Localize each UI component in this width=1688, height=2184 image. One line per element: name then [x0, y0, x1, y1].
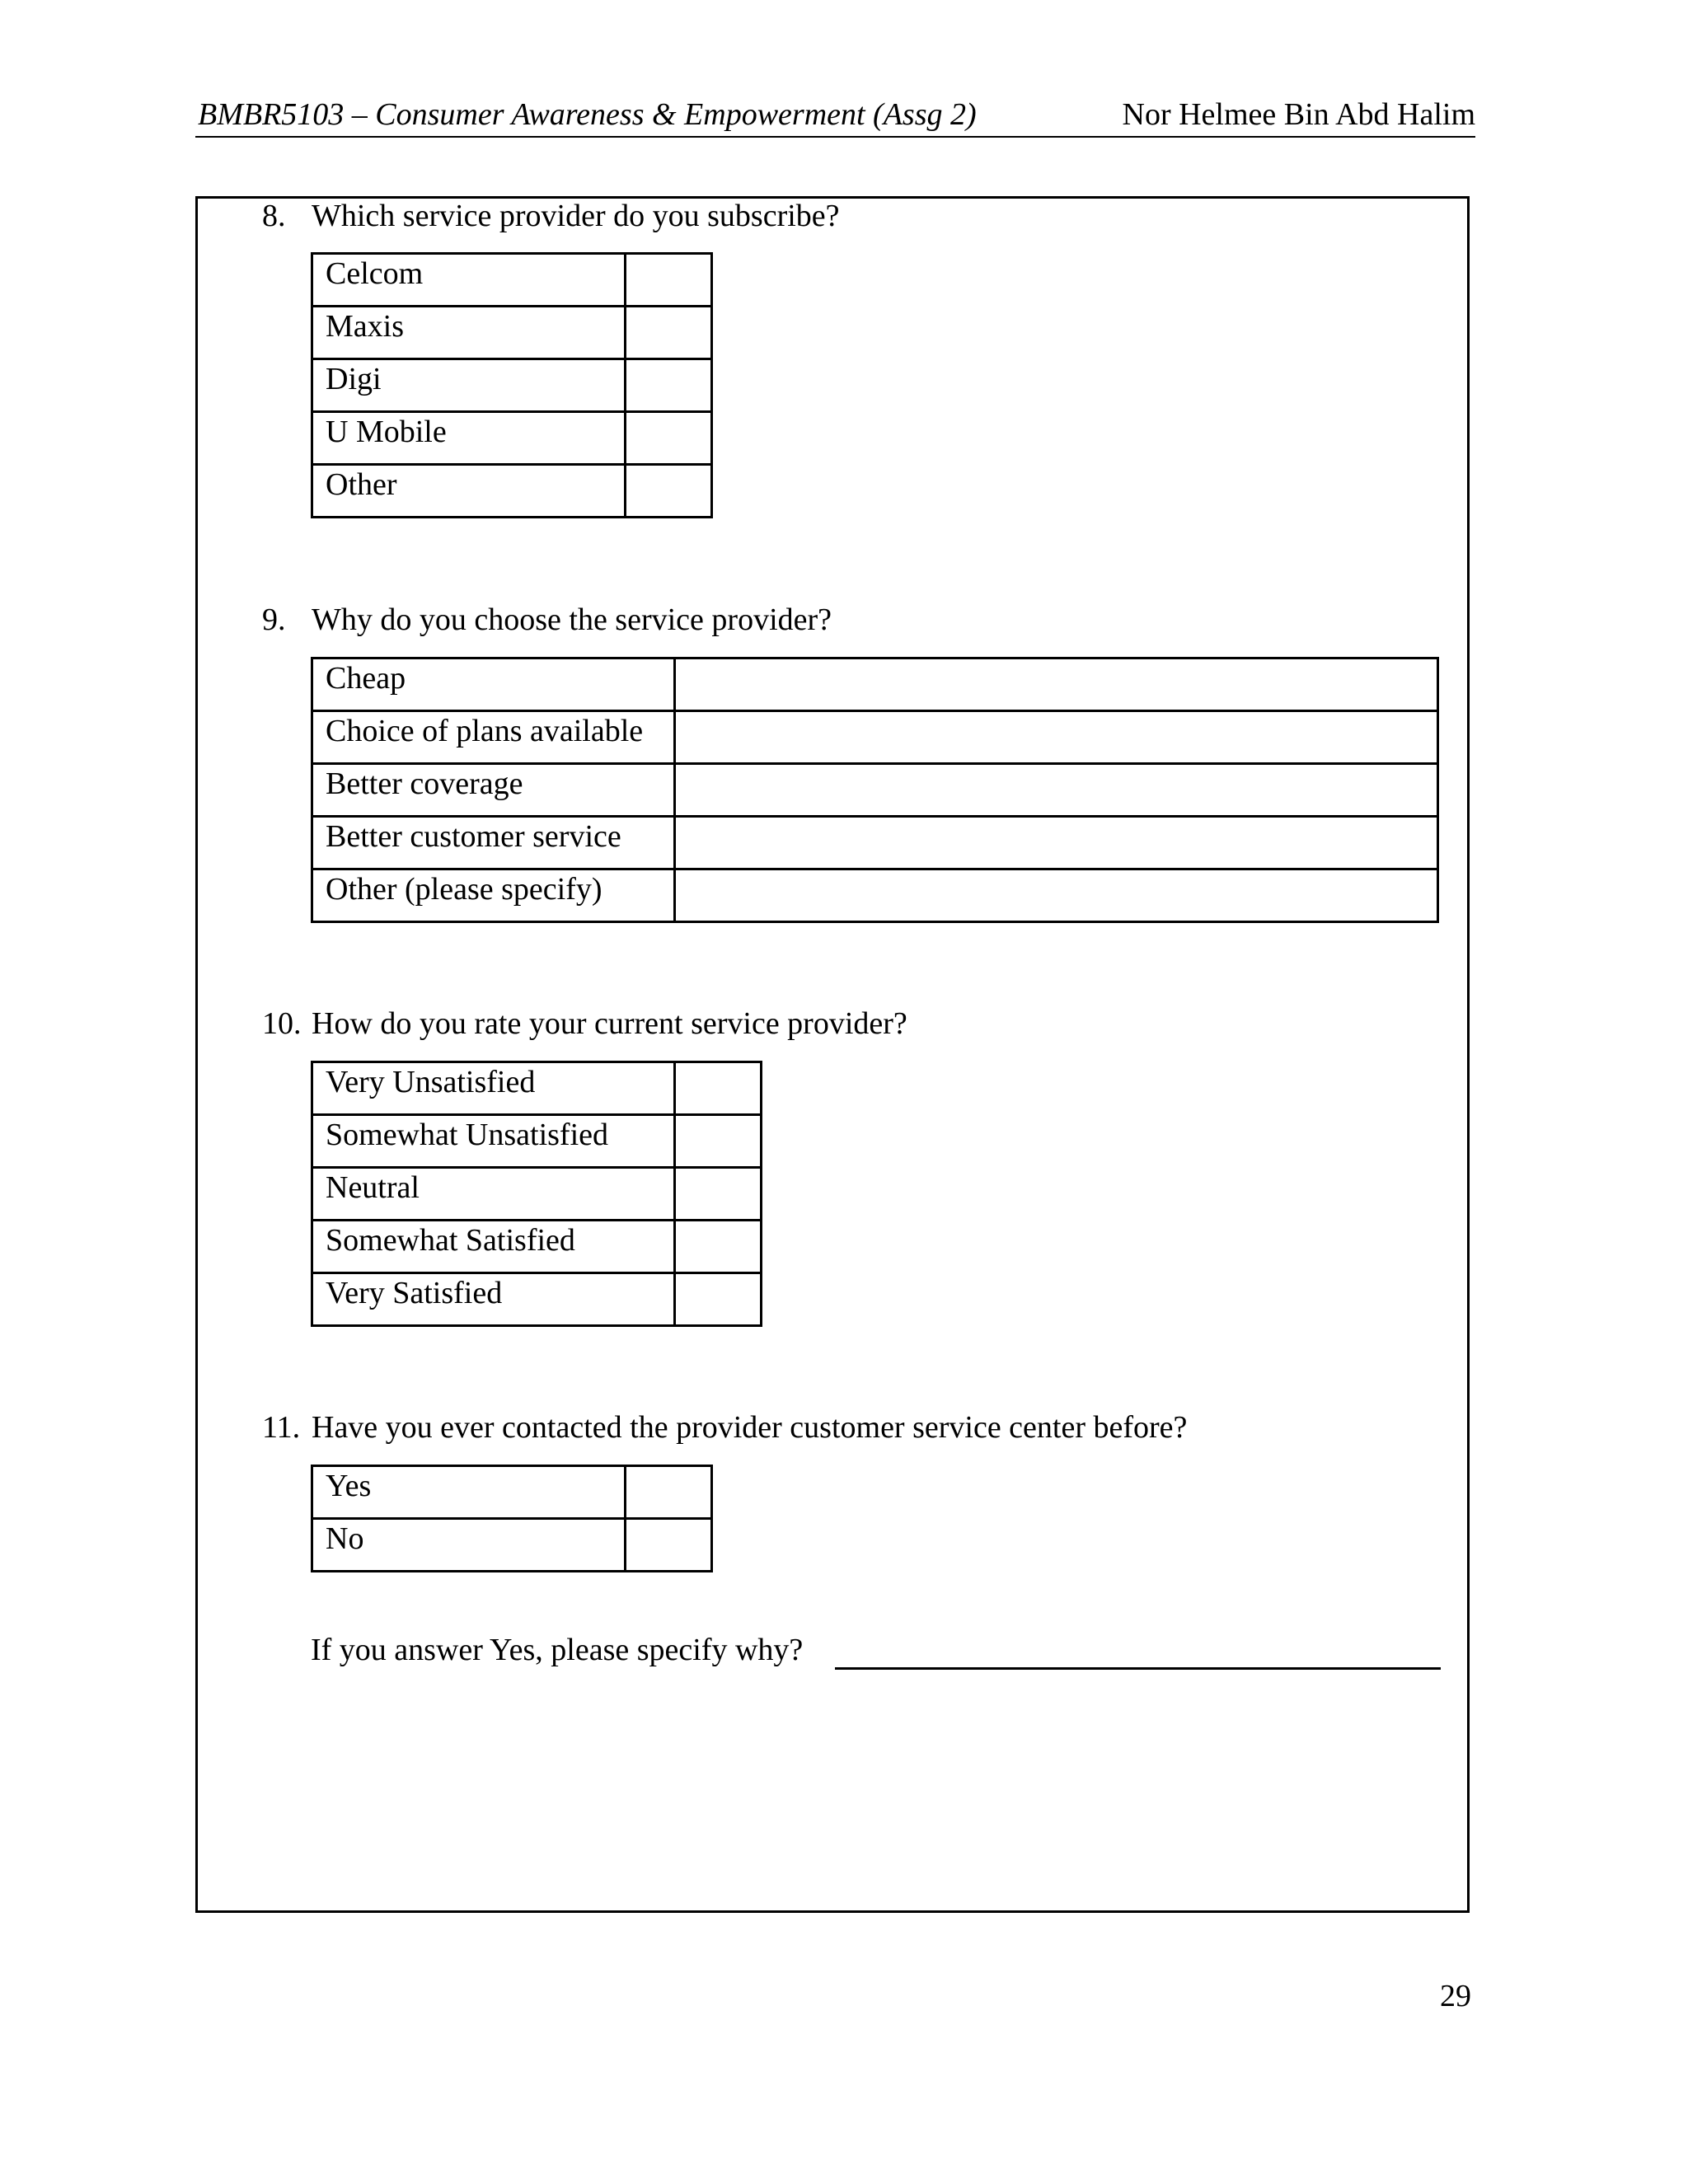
header-divider: [195, 136, 1475, 138]
table-row: [312, 1115, 762, 1168]
option-answer-field[interactable]: [675, 869, 1438, 922]
option-checkbox[interactable]: [626, 359, 712, 412]
table-row: [312, 1221, 762, 1273]
question-text: Why do you choose the service provider?: [312, 602, 832, 637]
followup-prompt: If you answer Yes, please specify why?: [311, 1633, 804, 1667]
table-row: [312, 764, 1438, 817]
running-header-author: Nor Helmee Bin Abd Halim: [1122, 97, 1475, 132]
running-header-course: BMBR5103 – Consumer Awareness & Empowerment (Assg 2): [198, 97, 977, 132]
table-row: [312, 465, 712, 518]
table-row: [312, 254, 712, 307]
question-11-options-table: [311, 1465, 713, 1572]
option-label: U Mobile: [312, 412, 626, 465]
table-row: [312, 711, 1438, 764]
question-number: 10.: [262, 1006, 302, 1041]
option-checkbox[interactable]: [626, 1466, 712, 1519]
option-label: No: [312, 1519, 626, 1572]
table-row: [312, 1466, 712, 1519]
option-label: Somewhat Unsatisfied: [312, 1115, 675, 1168]
question-number: 9.: [262, 602, 286, 637]
table-row: [312, 412, 712, 465]
table-row: [312, 869, 1438, 922]
option-checkbox[interactable]: [675, 1221, 762, 1273]
table-row: [312, 817, 1438, 869]
option-checkbox[interactable]: [626, 412, 712, 465]
page-number: 29: [1440, 1979, 1471, 2013]
question-10-options-table: [311, 1061, 762, 1327]
option-answer-field[interactable]: [675, 711, 1438, 764]
option-label: Other (please specify): [312, 869, 675, 922]
option-label: Yes: [312, 1466, 626, 1519]
question-10: [262, 1005, 907, 1042]
option-checkbox[interactable]: [626, 254, 712, 307]
question-text: Which service provider do you subscribe?: [312, 199, 840, 233]
table-row: [312, 1062, 762, 1115]
table-row: [312, 307, 712, 359]
option-checkbox[interactable]: [675, 1168, 762, 1221]
table-row: [312, 359, 712, 412]
option-answer-field[interactable]: [675, 764, 1438, 817]
option-label: Very Satisfied: [312, 1273, 675, 1326]
option-answer-field[interactable]: [675, 817, 1438, 869]
option-label: Better coverage: [312, 764, 675, 817]
option-label: Better customer service: [312, 817, 675, 869]
option-label: Neutral: [312, 1168, 675, 1221]
question-11: [262, 1409, 1187, 1446]
table-row: [312, 1168, 762, 1221]
option-label: Very Unsatisfied: [312, 1062, 675, 1115]
question-text: Have you ever contacted the provider customer service center before?: [312, 1410, 1188, 1445]
question-number: 8.: [262, 199, 286, 233]
option-label: Digi: [312, 359, 626, 412]
question-8-options-table: [311, 252, 713, 518]
option-label: Celcom: [312, 254, 626, 307]
option-label: Choice of plans available: [312, 711, 675, 764]
option-label: Somewhat Satisfied: [312, 1221, 675, 1273]
option-checkbox[interactable]: [675, 1273, 762, 1326]
question-number: 11.: [262, 1410, 301, 1445]
option-checkbox[interactable]: [626, 1519, 712, 1572]
option-checkbox[interactable]: [675, 1062, 762, 1115]
table-row: [312, 1519, 712, 1572]
followup-answer-line[interactable]: [835, 1667, 1441, 1670]
question-text: How do you rate your current service provider?: [312, 1006, 907, 1041]
question-9: [262, 602, 832, 638]
option-checkbox[interactable]: [626, 465, 712, 518]
option-checkbox[interactable]: [675, 1115, 762, 1168]
question-9-options-table: [311, 657, 1439, 923]
option-label: Other: [312, 465, 626, 518]
option-checkbox[interactable]: [626, 307, 712, 359]
option-label: Maxis: [312, 307, 626, 359]
table-row: [312, 658, 1438, 711]
option-label: Cheap: [312, 658, 675, 711]
question-8: [262, 198, 840, 234]
table-row: [312, 1273, 762, 1326]
option-answer-field[interactable]: [675, 658, 1438, 711]
